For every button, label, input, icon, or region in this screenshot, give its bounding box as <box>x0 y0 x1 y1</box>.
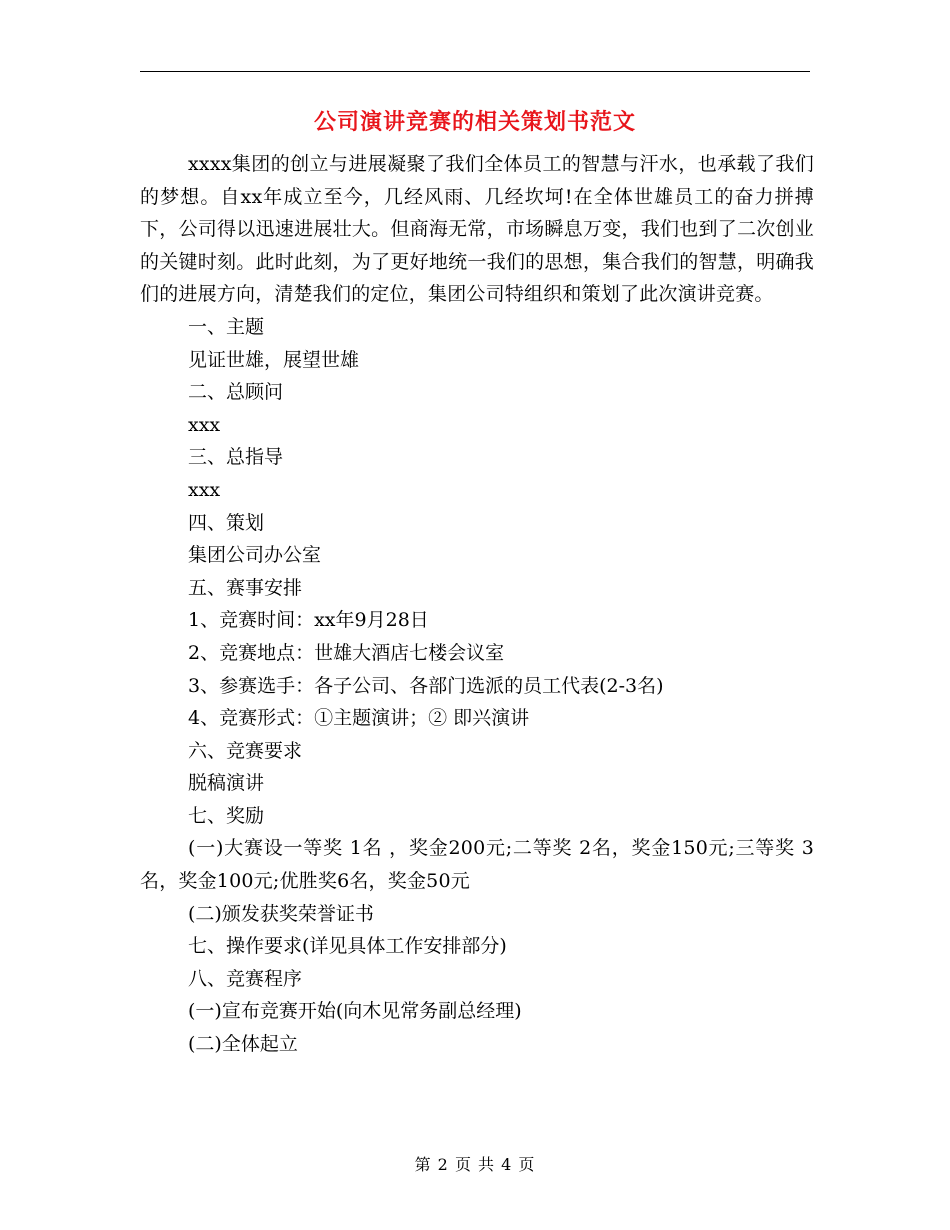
header-rule <box>140 71 810 72</box>
schedule-item-contestants: 3、参赛选手：各子公司、各部门选派的员工代表(2-3名) <box>188 674 664 697</box>
section-heading-procedure: 八、竞赛程序 <box>188 967 303 990</box>
awards-certificates: (二)颁发获奖荣誉证书 <box>188 902 374 925</box>
theme-text: 见证世雄，展望世雄 <box>188 348 360 371</box>
document-title: 公司演讲竞赛的相关策划书范文 <box>313 110 636 135</box>
requirements-text: 脱稿演讲 <box>188 772 265 795</box>
page-number: 第 2 页 共 4 页 <box>414 1155 536 1174</box>
schedule-item-venue: 2、竞赛地点：世雄大酒店七楼会议室 <box>188 641 505 664</box>
section-heading-chief-director: 三、总指导 <box>188 446 284 469</box>
chief-advisor-text: xxx <box>188 413 221 436</box>
section-heading-awards: 七、奖励 <box>188 804 265 827</box>
section-heading-operation: 七、操作要求(详见具体工作安排部分) <box>188 935 507 958</box>
section-heading-chief-advisor: 二、总顾问 <box>188 381 284 404</box>
section-heading-schedule: 五、赛事安排 <box>188 576 303 599</box>
chief-director-text: xxx <box>188 478 221 501</box>
section-heading-theme: 一、主题 <box>188 315 265 338</box>
document-body <box>140 148 814 1061</box>
procedure-step-2: (二)全体起立 <box>188 1033 298 1056</box>
schedule-item-format: 4、竞赛形式：①主题演讲；② 即兴演讲 <box>188 707 530 730</box>
section-heading-requirements: 六、竞赛要求 <box>188 739 303 762</box>
awards-prizes-paragraph: (一)大赛设一等奖 1名 ，奖金200元;二等奖 2名，奖金150元;三等奖 3名，奖金100元;优胜奖6名，奖金50元 <box>140 837 814 893</box>
schedule-item-time: 1、竞赛时间：xx年9月28日 <box>188 609 429 632</box>
procedure-step-1: (一)宣布竞赛开始(向木见常务副总经理) <box>188 1000 522 1023</box>
planning-text: 集团公司办公室 <box>188 544 322 567</box>
intro-paragraph: xxxx集团的创立与进展凝聚了我们全体员工的智慧与汗水，也承载了我们的梦想。自xx年成立至今，几经风雨、几经坎坷!在全体世雄员工的奋力拼搏下，公司得以迅速进展壮大。但商海无常，市场瞬息万变，我们也到了二次创业的关键时刻。此时此刻，为了更好地统一我们的思想，集合我们的智慧，明确我们的进展方向，清楚我们的定位，集团公司特组织和策划了此次演讲竞赛。 <box>140 153 814 306</box>
section-heading-planning: 四、策划 <box>188 511 265 534</box>
